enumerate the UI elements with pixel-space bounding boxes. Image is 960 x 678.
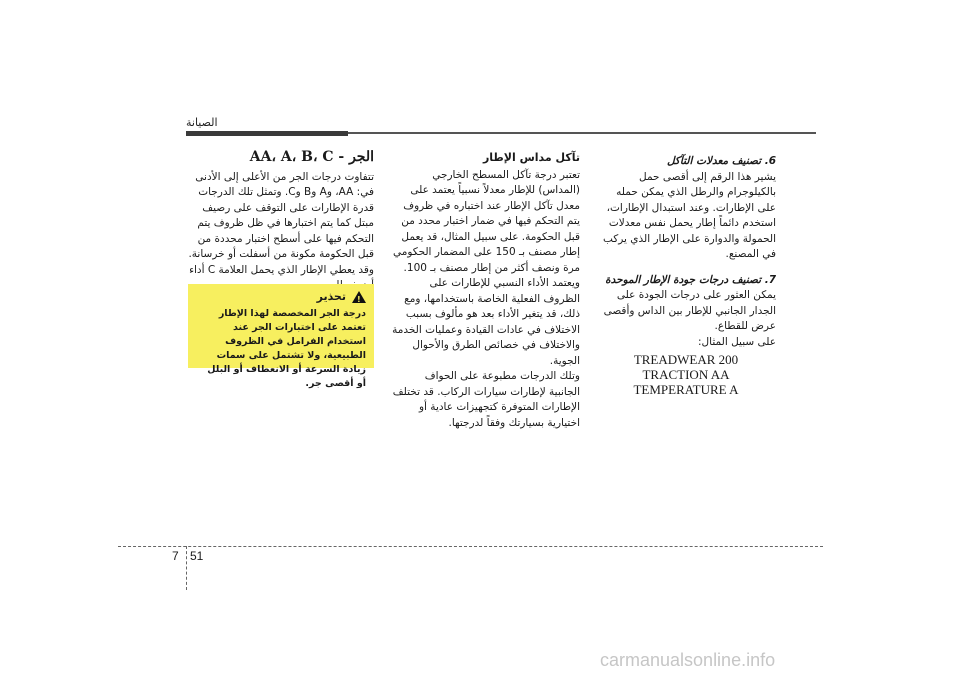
grade-traction: TRACTION AA xyxy=(642,367,730,382)
column-right xyxy=(596,150,776,397)
treadwear-title: تآكل مداس الإطار xyxy=(482,151,580,164)
traction-title: الجر - AA، A، B، C xyxy=(249,149,374,165)
section-6-text: يشير هذا الرقم إلى أقصى حمل بالكيلوجرام والرطل الذي يمكن حمله على الإطارات. وعند استبدال الإطارات، استخدم دائماً إطار يحمل نفس معدلات الحمولة والدوارة على الإطار الذي يركب في المصنع. xyxy=(602,170,776,260)
grade-treadwear: TREADWEAR 200 xyxy=(633,352,739,367)
watermark: carmanualsonline.info xyxy=(600,650,776,670)
page-number: 51 xyxy=(190,549,204,563)
warning-title: تحذير xyxy=(316,290,346,303)
grade-list xyxy=(596,352,776,397)
header-bar xyxy=(186,131,348,136)
section-7-text: يمكن العثور على درجات الجودة على الجدار الجانبي للإطار بين الداس وأقصى عرض للقطاع. xyxy=(603,289,776,332)
chapter-number: 7 xyxy=(172,549,179,563)
warning-box xyxy=(188,284,374,389)
treadwear-text-2: ويعتمد الأداء النسبي للإطارات على الظروف الفعلية الخاصة باستخدامها، ومع ذلك، قد يتغير الأداء بعد هو مألوف بسبب الاختلاف في عادات القيادة وعمليات الخدمة والاختلاف في خصائص الطرق والأحوال الجوية. xyxy=(392,277,580,367)
example-label: على سبيل المثال: xyxy=(698,335,776,348)
warning-header xyxy=(196,290,366,304)
grade-temperature: TEMPERATURE A xyxy=(633,382,739,397)
warning-text: درجة الجر المخصصة لهذا الإطار تعتمد على اختبارات الجر عند استخدام الفرامل في الظروف الطبيعية، ولا تشتمل على سمات زيادة السرعة أو الانعطاف أو البلل أو أقصى جر. xyxy=(207,308,366,389)
section-7-title: 7. تصنيف درجات جودة الإطار الموحدة xyxy=(605,273,776,286)
footer-divider xyxy=(186,546,187,590)
treadwear-text-3: وتلك الدرجات مطبوعة على الحواف الجانبية لإطارات سيارات الركاب. قد تختلف الإطارات المتوفرة كتجهيزات عادية أو اختيارية بسيارتك وفقاً لدرجتها. xyxy=(392,370,580,429)
header-title: الصيانة xyxy=(186,116,218,129)
footer-rule xyxy=(118,546,823,547)
traction-text: تتفاوت درجات الجر من الأعلى إلى الأدنى في: AA، وA وB وC. وتمثل تلك الدرجات قدرة الإطارات على التوقف على رصيف مبتل كما يتم اختبارها في ظل ظروف يتم التحكم فيها على أسطح اختبار محددة من قبل الحكومة مكونة من أسفلت أو خرسانة. وقد يعطي الإطار الذي يحمل العلامة C أداء xyxy=(188,170,374,276)
treadwear-text-1: تعتبر درجة تآكل المسطح الخارجي (المداس) للإطار معدلاً نسبياً يعتمد على معدل تآكل الإطار عند اختباره في ظروف يتم التحكم فيها في ضمار اختبار محدد من قبل الحكومة. على سبيل المثال، قد يعمل إطار مصنف بـ 150 على المضمار الحكومي مرة ونصف أكثر من إطار مصنف بـ 100. xyxy=(392,168,580,274)
section-6-title: 6. تصنيف معدلات التآكل xyxy=(666,155,776,167)
warning-triangle-icon xyxy=(352,291,366,303)
column-middle xyxy=(392,150,580,431)
column-left xyxy=(186,150,374,294)
